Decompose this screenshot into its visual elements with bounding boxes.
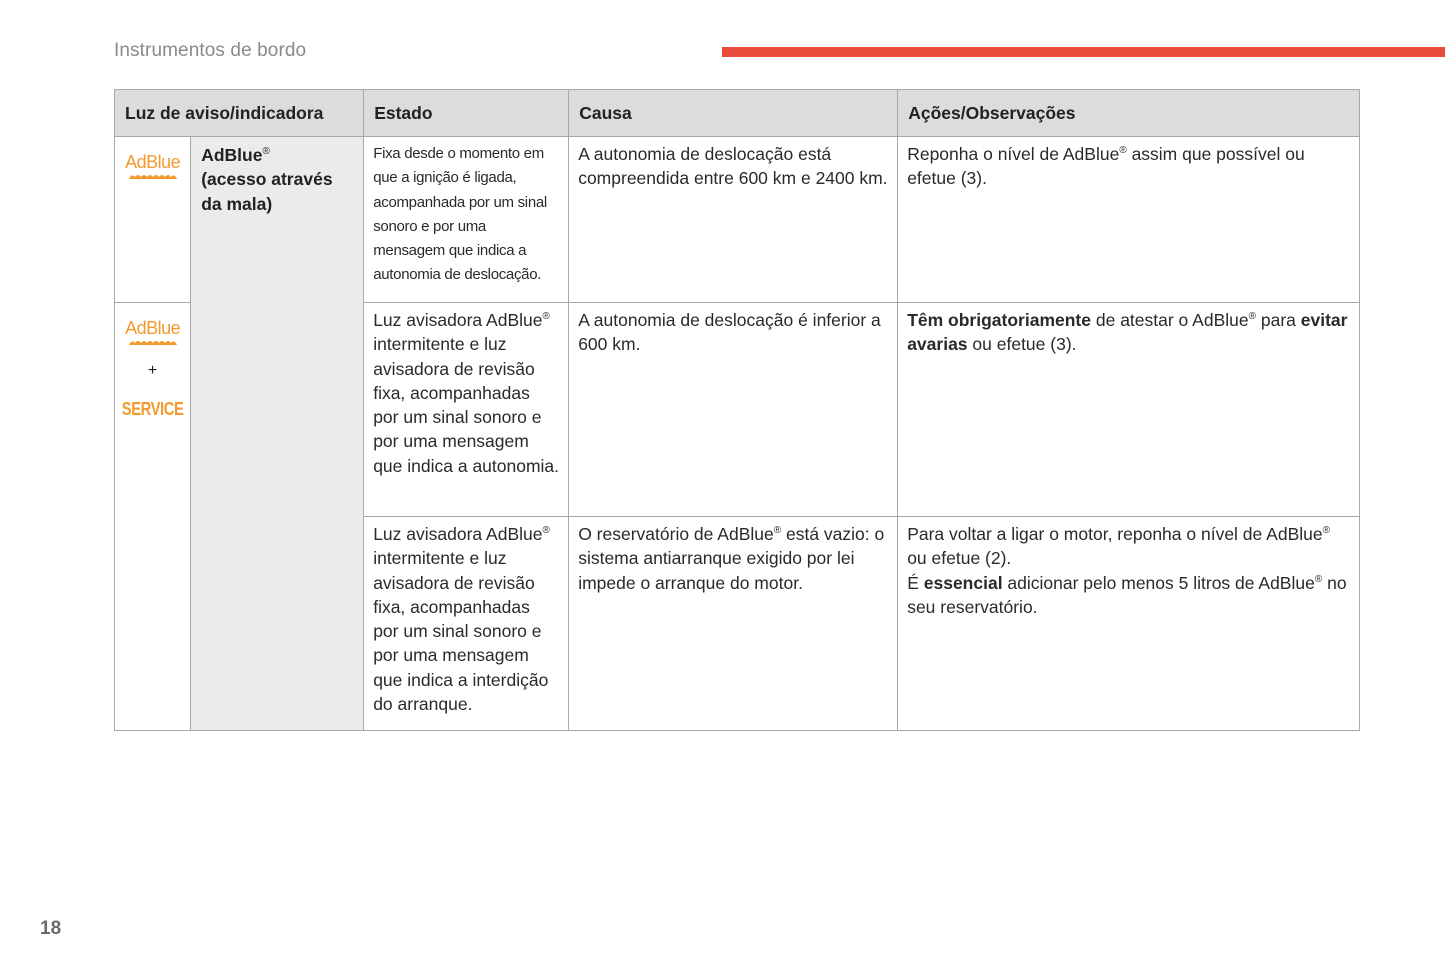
action-emphasis: Têm obrigatoriamente (907, 310, 1091, 330)
action-emphasis: evitar avarias (907, 310, 1348, 355)
column-header-actions: Ações/Observações (898, 90, 1360, 137)
column-header-cause: Causa (569, 90, 898, 137)
indicator-name-cell (191, 137, 364, 731)
registered-mark: ® (262, 146, 270, 157)
wave-icon (128, 173, 178, 181)
page-number: 18 (40, 918, 62, 939)
action-emphasis: essencial (923, 572, 1003, 593)
column-header-indicator: Luz de aviso/indicadora (115, 90, 364, 137)
accent-bar (722, 47, 1445, 57)
action-text: assim que possível ou efetue (3). (907, 144, 1305, 189)
action-cell (898, 517, 1360, 731)
cause-text: A autonomia de deslocação é inferior a 600 km. (578, 310, 881, 355)
state-text: Fixa desde o momento em que a ignição é ligada, acompanhada por um sinal sonoro e por uma mensagem que indica a autonomia de deslocação. (373, 145, 547, 284)
cause-text: está vazio: o sistema antiarranque exigido por lei impede o arranque do motor. (578, 524, 885, 593)
action-cell (898, 303, 1360, 517)
indicator-name: AdBlue (201, 145, 263, 165)
adblue-warning-icon (125, 319, 180, 347)
registered-mark: ® (1248, 311, 1256, 322)
adblue-icon-label: AdBlue (125, 152, 181, 172)
plus-sign: + (147, 362, 158, 379)
action-text: adicionar pelo menos 5 litros de AdBlue (1002, 572, 1315, 593)
wave-icon (128, 339, 178, 347)
service-warning-icon: SERVICE (121, 399, 184, 420)
state-text: Luz avisadora AdBlue (373, 524, 543, 544)
action-text: no seu reservatório. (907, 572, 1347, 617)
column-header-state: Estado (364, 90, 569, 137)
action-text: ou efetue (3). (967, 334, 1077, 355)
indicator-name-detail: (acesso através da mala) (201, 169, 333, 214)
registered-mark: ® (542, 311, 550, 322)
registered-mark: ® (1119, 145, 1127, 156)
action-text: de atestar o AdBlue (1091, 310, 1249, 330)
action-cell (898, 137, 1360, 303)
warning-lights-table (114, 89, 1360, 731)
cause-cell (569, 137, 898, 303)
registered-mark: ® (542, 525, 550, 536)
cause-cell (569, 303, 898, 517)
section-title: Instrumentos de bordo (114, 40, 307, 61)
state-text: intermitente e luz avisadora de revisão fixa, acompanhadas por um sinal sonoro e por uma mensagem que indica a autonomia. (373, 334, 560, 476)
table-row (115, 137, 1360, 303)
action-text: Reponha o nível de AdBlue (907, 144, 1120, 164)
indicator-icon-cell (115, 137, 191, 303)
cause-cell (569, 517, 898, 731)
registered-mark: ® (1322, 525, 1330, 536)
registered-mark: ® (1314, 573, 1323, 585)
state-text: Luz avisadora AdBlue (373, 310, 543, 330)
action-text: Para voltar a ligar o motor, reponha o nível de AdBlue (907, 524, 1323, 544)
indicator-icon-cell (115, 303, 191, 731)
cause-text: O reservatório de AdBlue (578, 524, 774, 544)
action-text: ou efetue (2). (907, 548, 1012, 569)
cause-text: A autonomia de deslocação está compreendida entre 600 km e 2400 km. (578, 144, 888, 189)
adblue-icon-label: AdBlue (125, 318, 181, 338)
action-text: para (1256, 310, 1301, 330)
state-cell (364, 137, 569, 303)
table-header-row (115, 90, 1360, 137)
adblue-warning-icon (125, 153, 180, 181)
action-text: É (907, 572, 924, 593)
state-cell (364, 517, 569, 731)
state-text: intermitente e luz avisadora de revisão fixa, acompanhadas por um sinal sonoro e por uma mensagem que indica a interdição do arranque. (373, 548, 549, 715)
state-cell (364, 303, 569, 517)
registered-mark: ® (773, 525, 782, 536)
